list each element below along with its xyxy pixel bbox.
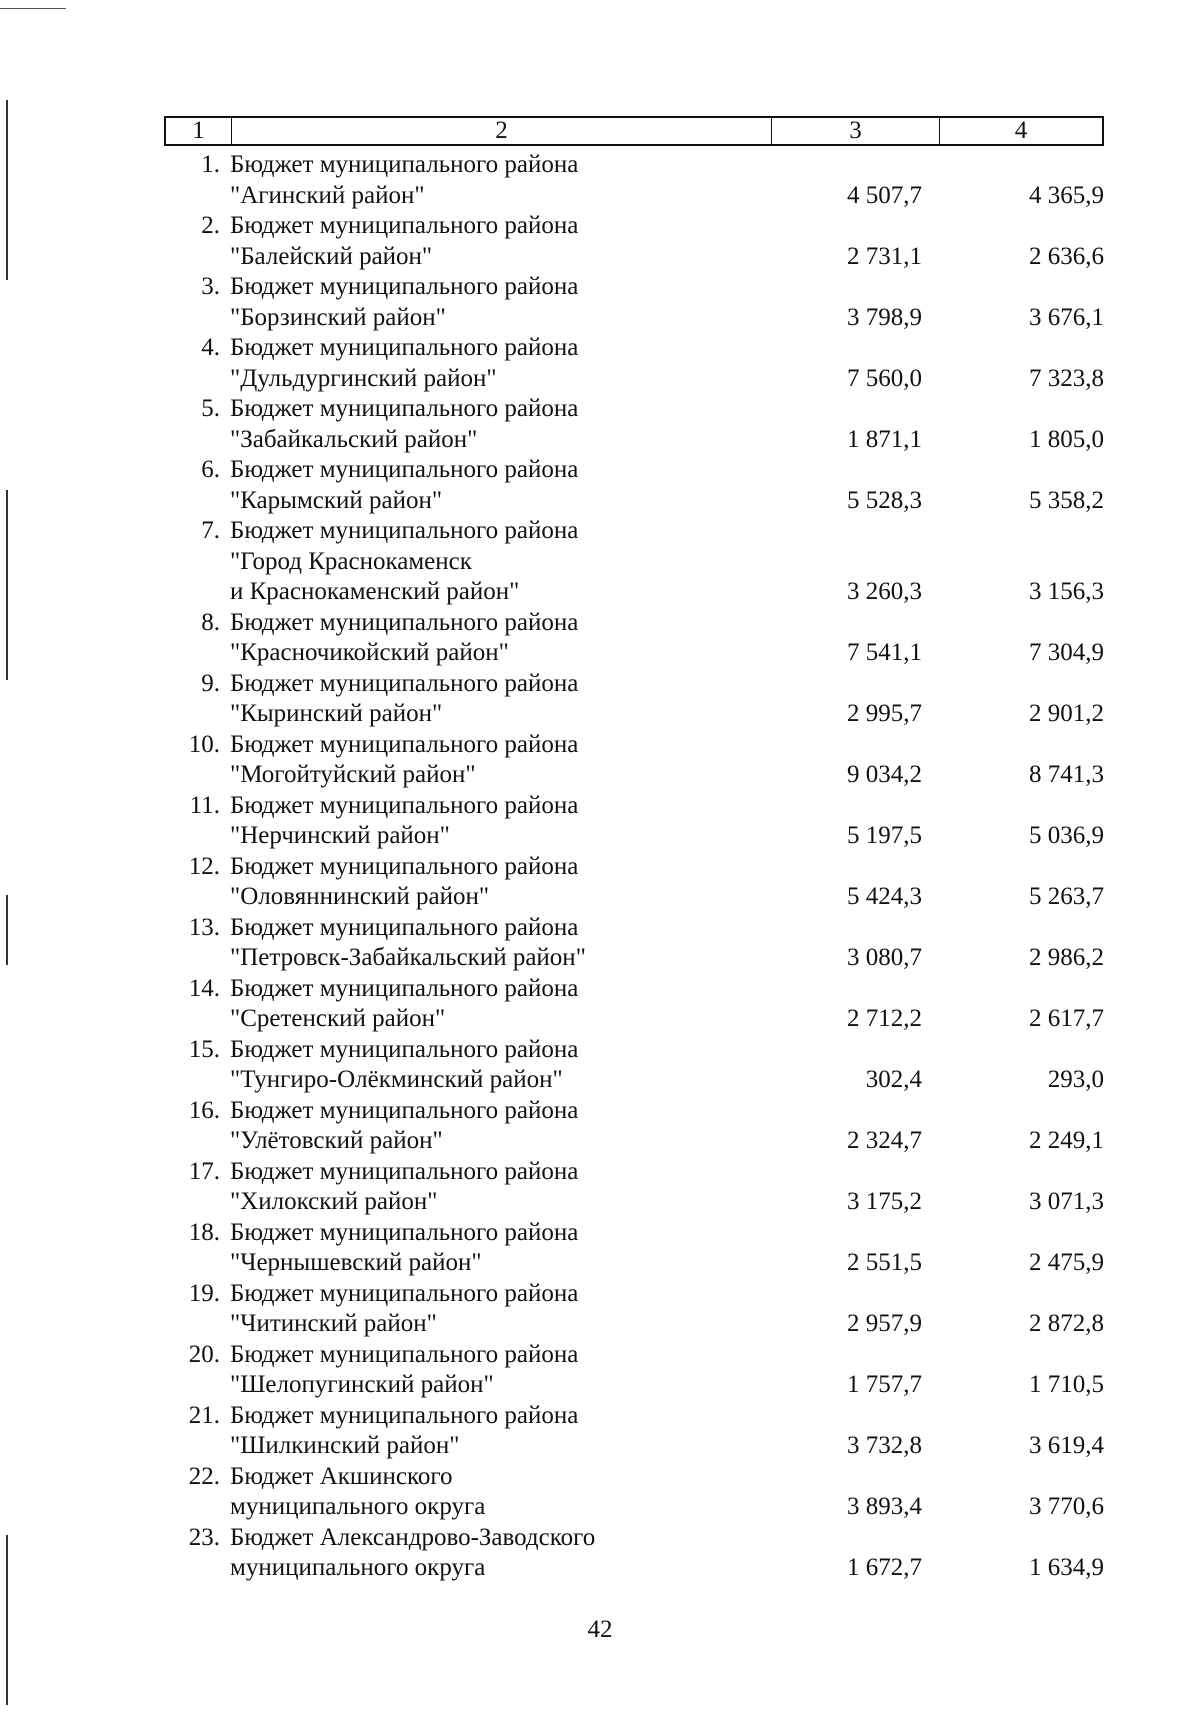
value-col-3: 3 893,4: [847, 1493, 922, 1520]
value-col-3: 5 197,5: [847, 822, 922, 849]
budget-name-line: Бюджет муниципального района: [230, 730, 579, 758]
budget-name-line: "Красночикойский район": [230, 639, 509, 666]
budget-name: [230, 272, 770, 333]
budget-name-line: Бюджет муниципального района: [230, 1401, 579, 1429]
row-number: 2.: [201, 212, 220, 239]
row-number: 1.: [201, 151, 220, 178]
value-col-3: 3 175,2: [847, 1188, 922, 1215]
table-row: [164, 1218, 1104, 1279]
budget-name-line: Бюджет муниципального района: [230, 852, 579, 880]
row-number: 16.: [188, 1096, 220, 1124]
budget-name-line: "Дульдургинский район": [230, 364, 497, 392]
budget-name-line: Бюджет Александрово-Заводского: [230, 1523, 596, 1551]
budget-name: [230, 608, 770, 669]
row-number: 7.: [201, 517, 220, 544]
table-row: [164, 791, 1104, 852]
value-col-3: 3 080,7: [847, 944, 922, 971]
table-row: [164, 913, 1104, 974]
value-col-3: 3 732,8: [847, 1432, 922, 1459]
value-col-3: 2 995,7: [847, 700, 922, 727]
scan-edge-line: [6, 895, 8, 965]
row-number: 3.: [201, 273, 220, 300]
budget-name-line: "Борзинский район": [230, 303, 446, 331]
budget-name: [230, 1340, 770, 1401]
table-row: [164, 150, 1104, 211]
budget-name-line: Бюджет муниципального района: [230, 608, 579, 636]
budget-name-line: "Балейский район": [230, 242, 433, 270]
value-col-4: 3 156,3: [1029, 578, 1104, 605]
row-number: 14.: [188, 974, 220, 1002]
budget-name-line: "Сретенский район": [230, 1005, 446, 1032]
budget-name: [230, 669, 770, 730]
budget-name-line: Бюджет муниципального района: [230, 913, 579, 941]
table-row: [164, 1157, 1104, 1218]
value-col-4: 5 358,2: [1029, 486, 1104, 514]
budget-name-line: Бюджет Акшинского: [230, 1462, 453, 1490]
budget-name-line: Бюджет муниципального района: [230, 1340, 579, 1368]
value-col-4: 1 805,0: [1029, 425, 1104, 453]
value-col-3: 302,4: [865, 1066, 922, 1093]
value-col-4: 5 263,7: [1029, 883, 1104, 910]
table-row: [164, 1401, 1104, 1462]
value-col-3: 9 034,2: [847, 761, 922, 788]
header-col-1: 1: [166, 118, 232, 144]
budget-name-line: Бюджет муниципального района: [230, 1157, 579, 1185]
value-col-4: 2 617,7: [1029, 1005, 1104, 1032]
budget-name-line: Бюджет муниципального района: [230, 1218, 579, 1246]
budget-table-body: [164, 150, 1104, 1584]
budget-name-line: Бюджет муниципального района: [230, 1035, 579, 1063]
value-col-4: 3 619,4: [1029, 1432, 1104, 1459]
budget-name: [230, 1218, 770, 1279]
value-col-4: 1 634,9: [1029, 1554, 1104, 1581]
row-number: 23.: [188, 1523, 220, 1551]
budget-name: [230, 1035, 770, 1096]
budget-name: [230, 1523, 770, 1584]
value-col-4: 3 676,1: [1029, 303, 1104, 331]
budget-name: [230, 1401, 770, 1462]
row-number: 18.: [188, 1218, 220, 1246]
value-col-3: 7 541,1: [847, 639, 922, 666]
budget-name-line: Бюджет муниципального района: [230, 151, 579, 178]
budget-name-line: "Читинский район": [230, 1310, 437, 1337]
value-col-3: 2 731,1: [847, 242, 922, 270]
value-col-4: 1 710,5: [1029, 1371, 1104, 1398]
budget-name-line: "Карымский район": [230, 486, 443, 514]
budget-name-line: "Оловяннинский район": [230, 883, 490, 910]
row-number: 15.: [188, 1035, 220, 1063]
budget-name-line: и Краснокаменский район": [230, 578, 520, 605]
row-number: 13.: [188, 913, 220, 941]
table-row: [164, 1279, 1104, 1340]
budget-name: [230, 150, 770, 211]
row-number: 8.: [201, 608, 220, 636]
budget-name-line: "Могойтуйский район": [230, 761, 476, 788]
table-row: [164, 669, 1104, 730]
table-row: [164, 852, 1104, 913]
row-number: 22.: [188, 1462, 220, 1490]
budget-name-line: Бюджет муниципального района: [230, 974, 579, 1002]
value-col-4: 3 770,6: [1029, 1493, 1104, 1520]
scan-edge-line: [6, 100, 8, 280]
budget-name-line: муниципального округа: [230, 1493, 486, 1520]
budget-name-line: "Забайкальский район": [230, 425, 478, 453]
budget-name: [230, 974, 770, 1035]
table-row: [164, 1523, 1104, 1584]
budget-name-line: Бюджет муниципального района: [230, 456, 579, 483]
budget-name: [230, 516, 770, 608]
budget-name-line: Бюджет муниципального района: [230, 212, 579, 239]
budget-name-line: Бюджет муниципального района: [230, 395, 579, 422]
budget-name: [230, 211, 770, 272]
budget-name: [230, 1096, 770, 1157]
value-col-3: 5 424,3: [847, 883, 922, 910]
row-number: 9.: [201, 669, 220, 697]
budget-name: [230, 394, 770, 455]
budget-name: [230, 1462, 770, 1523]
budget-name-line: "Кыринский район": [230, 700, 443, 727]
budget-name-line: Бюджет муниципального района: [230, 1096, 579, 1124]
table-row: [164, 730, 1104, 791]
table-row: [164, 272, 1104, 333]
table-row: [164, 1096, 1104, 1157]
value-col-3: 3 260,3: [847, 578, 922, 605]
value-col-4: 2 475,9: [1029, 1249, 1104, 1276]
row-number: 12.: [188, 852, 220, 880]
budget-name-line: Бюджет муниципального района: [230, 334, 579, 361]
budget-name-line: Бюджет муниципального района: [230, 1279, 579, 1307]
budget-name: [230, 730, 770, 791]
table-row: [164, 333, 1104, 394]
table-row: [164, 1462, 1104, 1523]
value-col-4: 2 636,6: [1029, 242, 1104, 270]
budget-name: [230, 1157, 770, 1218]
row-number: 5.: [201, 395, 220, 422]
budget-name-line: "Улётовский район": [230, 1127, 443, 1154]
row-number: 20.: [188, 1340, 220, 1368]
value-col-4: 2 249,1: [1029, 1127, 1104, 1154]
budget-name-line: Бюджет муниципального района: [230, 517, 579, 544]
table-row: [164, 608, 1104, 669]
row-number: 11.: [189, 791, 220, 819]
value-col-4: 2 872,8: [1029, 1310, 1104, 1337]
page-number: 42: [587, 1616, 613, 1643]
value-col-3: 1 672,7: [847, 1554, 922, 1581]
budget-name-line: "Шилкинский район": [230, 1432, 460, 1459]
scan-edge-line: [0, 8, 66, 9]
budget-name-line: "Город Краснокаменск: [230, 547, 472, 575]
value-col-4: 8 741,3: [1029, 761, 1104, 788]
value-col-4: 2 901,2: [1029, 700, 1104, 727]
value-col-4: 2 986,2: [1029, 944, 1104, 971]
value-col-4: 293,0: [1047, 1066, 1104, 1093]
value-col-3: 1 757,7: [847, 1371, 922, 1398]
value-col-4: 3 071,3: [1029, 1188, 1104, 1215]
budget-name-line: Бюджет муниципального района: [230, 273, 579, 300]
budget-name: [230, 913, 770, 974]
budget-name: [230, 852, 770, 913]
budget-name-line: муниципального округа: [230, 1554, 486, 1581]
table-row: [164, 455, 1104, 516]
budget-name-line: Бюджет муниципального района: [230, 669, 579, 697]
table-row: [164, 1340, 1104, 1401]
budget-name: [230, 455, 770, 516]
budget-name-line: "Хилокский район": [230, 1188, 438, 1215]
table-row: [164, 1035, 1104, 1096]
budget-name: [230, 333, 770, 394]
row-number: 10.: [188, 730, 220, 758]
header-col-4: 4: [1014, 117, 1028, 144]
table-header: [164, 116, 1104, 146]
budget-name-line: "Петровск-Забайкальский район": [230, 944, 586, 971]
budget-name-line: "Шелопугинский район": [230, 1371, 494, 1398]
row-number: 6.: [201, 456, 220, 483]
row-number: 19.: [188, 1279, 220, 1307]
value-col-4: 7 323,8: [1029, 364, 1104, 392]
table-row: [164, 516, 1104, 608]
budget-name-line: "Чернышевский район": [230, 1249, 482, 1276]
value-col-3: 2 551,5: [847, 1249, 922, 1276]
header-col-3: 3: [772, 118, 940, 144]
budget-name-line: "Нерчинский район": [230, 822, 450, 849]
budget-name: [230, 791, 770, 852]
value-col-3: 5 528,3: [847, 486, 922, 514]
row-number: 17.: [188, 1157, 220, 1185]
budget-name-line: Бюджет муниципального района: [230, 791, 579, 819]
value-col-3: 2 324,7: [847, 1127, 922, 1154]
value-col-4: 7 304,9: [1029, 639, 1104, 666]
value-col-3: 2 957,9: [847, 1310, 922, 1337]
budget-name-line: "Тунгиро-Олёкминский район": [230, 1066, 563, 1093]
scan-edge-line: [6, 490, 8, 680]
value-col-3: 1 871,1: [847, 425, 922, 453]
row-number: 21.: [188, 1401, 220, 1429]
value-col-4: 5 036,9: [1029, 822, 1104, 849]
header-col-2: 2: [232, 118, 772, 144]
budget-name-line: "Агинский район": [230, 181, 425, 209]
table-row: [164, 394, 1104, 455]
value-col-3: 3 798,9: [847, 303, 922, 331]
value-col-3: 2 712,2: [847, 1005, 922, 1032]
table-row: [164, 211, 1104, 272]
table-row: [164, 974, 1104, 1035]
value-col-4: 4 365,9: [1029, 181, 1104, 209]
value-col-3: 4 507,7: [847, 181, 922, 209]
value-col-3: 7 560,0: [847, 364, 922, 392]
budget-name: [230, 1279, 770, 1340]
row-number: 4.: [201, 334, 220, 361]
